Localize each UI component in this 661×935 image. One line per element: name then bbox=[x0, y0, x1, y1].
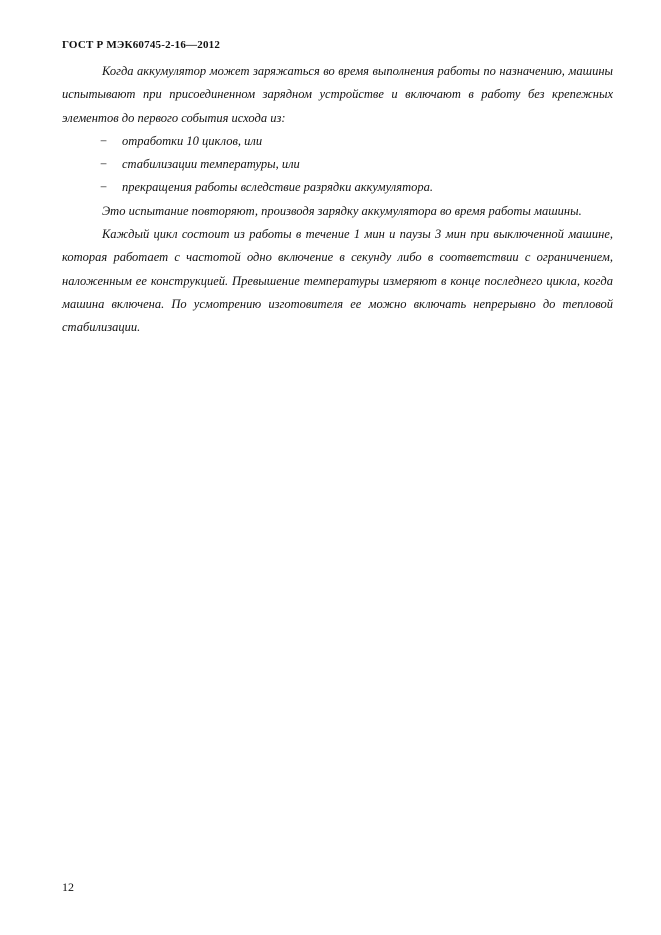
dash-marker: − bbox=[100, 180, 108, 195]
list-item-text: отработки 10 циклов, или bbox=[122, 133, 263, 148]
list-item-text: стабилизации температуры, или bbox=[122, 157, 300, 172]
list-item bbox=[62, 130, 613, 153]
event-list bbox=[62, 130, 613, 200]
document-header: ГОСТ Р МЭК60745-2-16—2012 bbox=[62, 39, 221, 51]
dash-marker: − bbox=[100, 133, 108, 148]
document-body bbox=[62, 60, 613, 340]
paragraph-charging-conditions: Когда аккумулятор может заряжаться во время выполнения работы по назначению, машины испытывают при присоединенном зарядном устройстве и включают в работу без крепежных элементов до первого события исхода из: bbox=[62, 64, 613, 125]
list-item-text: прекращения работы вследствие разрядки аккумулятора. bbox=[122, 180, 433, 195]
list-item bbox=[62, 153, 613, 176]
page-number: 12 bbox=[62, 880, 74, 894]
list-item bbox=[62, 176, 613, 199]
dash-marker: − bbox=[100, 157, 108, 172]
paragraph-cycle-description: Каждый цикл состоит из работы в течение 1 мин и паузы 3 мин при выключенной машине, которая работает с частотой одно включение в секунду либо в соответствии с ограничением, наложенным ее конструкцией. Превышение температуры измеряют в конце последнего цикла, когда машина включена. По усмотрению изготовителя ее можно включать непрерывно до тепловой стабилизации. bbox=[62, 227, 613, 335]
paragraph-test-repeat: Это испытание повторяют, производя зарядку аккумулятора во время работы машины. bbox=[102, 203, 582, 218]
